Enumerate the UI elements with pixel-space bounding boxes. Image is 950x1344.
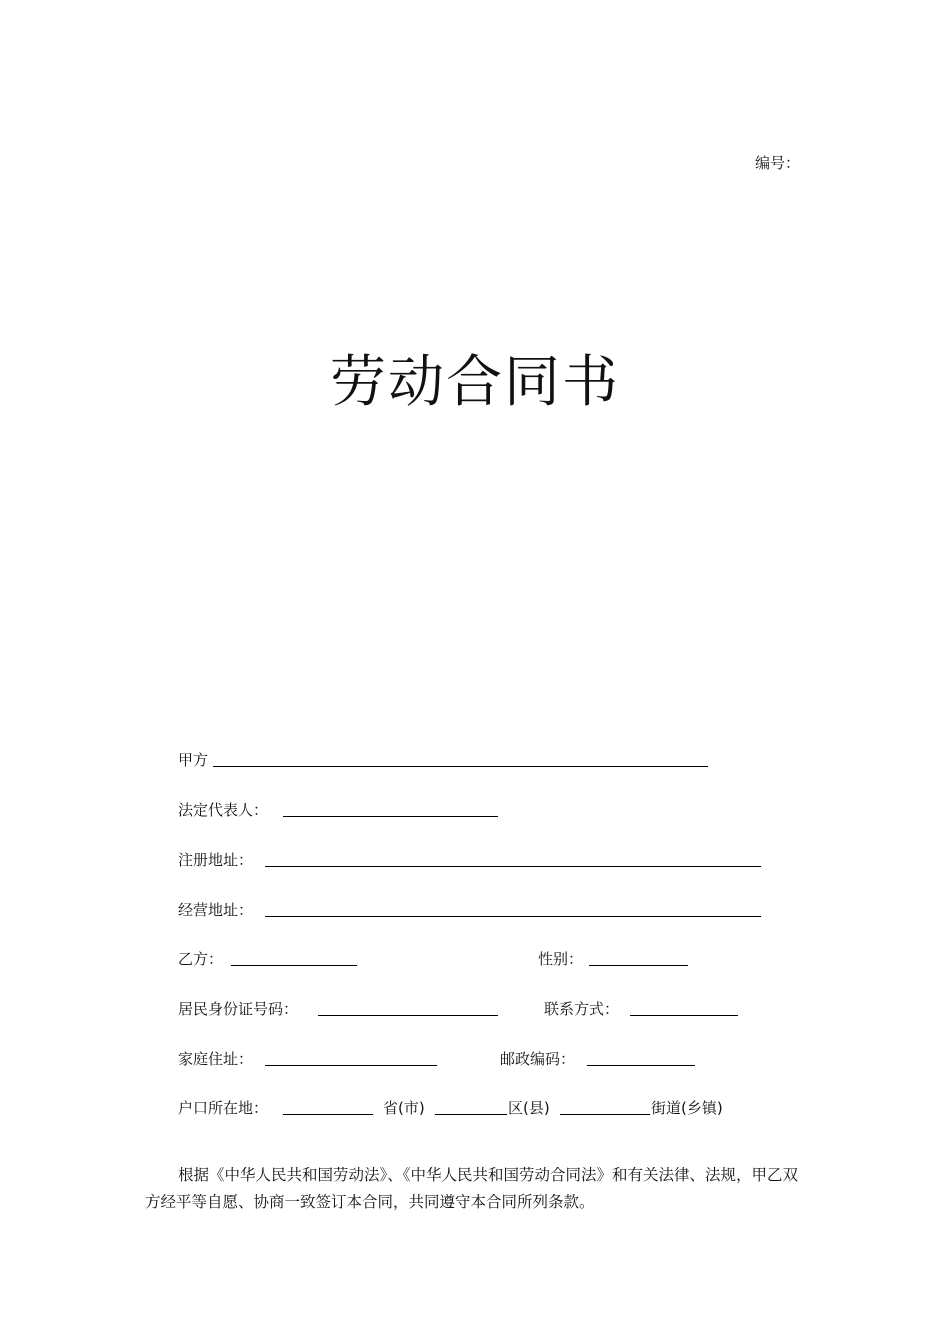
district-blank[interactable] [435, 1114, 507, 1115]
business-address-blank[interactable] [265, 916, 761, 917]
document-title: 劳动合同书 [330, 349, 620, 415]
id-number-label: 居民身份证号码： [178, 1000, 299, 1018]
postal-code-blank[interactable] [587, 1065, 695, 1066]
party-b-blank[interactable] [231, 965, 357, 966]
gender-label: 性别： [538, 950, 584, 968]
legal-representative-label: 法定代表人： [178, 801, 269, 819]
business-address-label: 经营地址： [178, 901, 254, 919]
gender-blank[interactable] [589, 965, 688, 966]
party-b-row [0, 949, 950, 975]
home-postal-row [0, 1049, 950, 1075]
party-b-label: 乙方： [178, 950, 224, 968]
province-label: 省(市) [383, 1099, 425, 1117]
street-label: 街道(乡镇) [651, 1099, 723, 1117]
home-address-blank[interactable] [265, 1065, 437, 1066]
business-address-row [0, 900, 950, 926]
registered-address-blank[interactable] [265, 866, 761, 867]
hukou-row [0, 1098, 950, 1124]
contract-preamble: 根据《中华人民共和国劳动法》、《中华人民共和国劳动合同法》和有关法律、法规，甲乙双方经平等自愿、协商一致签订本合同，共同遵守本合同所列条款。 [145, 1165, 799, 1211]
legal-representative-blank[interactable] [283, 816, 498, 817]
id-contact-row [0, 999, 950, 1025]
province-blank[interactable] [283, 1114, 373, 1115]
registered-address-label: 注册地址： [178, 851, 254, 869]
contact-label: 联系方式： [544, 1000, 620, 1018]
party-a-row [0, 750, 950, 776]
street-blank[interactable] [560, 1114, 650, 1115]
registered-address-row [0, 850, 950, 876]
contact-blank[interactable] [630, 1015, 738, 1016]
party-a-label: 甲方 [178, 751, 209, 769]
hukou-label: 户口所在地： [178, 1099, 269, 1117]
postal-code-label: 邮政编码： [500, 1050, 576, 1068]
legal-representative-row [0, 800, 950, 826]
document-number-label: 编号： [755, 154, 801, 172]
party-a-blank[interactable] [213, 766, 708, 767]
district-label: 区(县) [508, 1099, 550, 1117]
home-address-label: 家庭住址： [178, 1050, 254, 1068]
id-number-blank[interactable] [318, 1015, 498, 1016]
